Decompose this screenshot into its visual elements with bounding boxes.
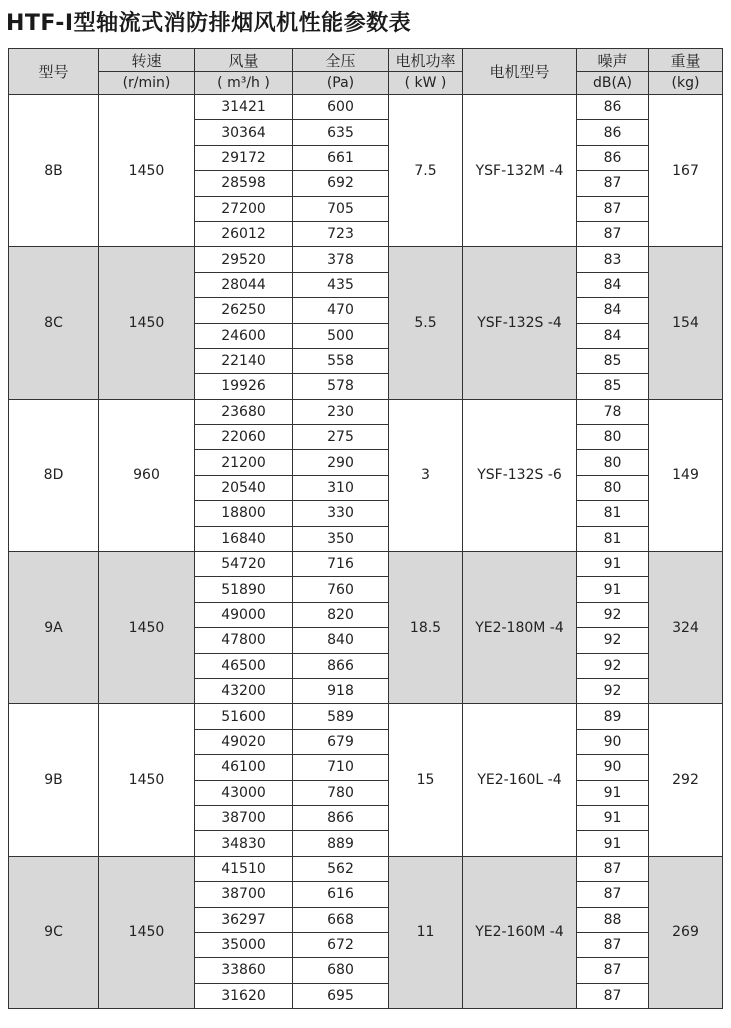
weight-cell: 269: [649, 856, 723, 1008]
noise-cell: 92: [577, 602, 649, 627]
noise-cell: 87: [577, 958, 649, 983]
airflow-cell: 26250: [195, 298, 293, 323]
table-row: [9, 247, 723, 272]
pressure-cell: 710: [293, 755, 389, 780]
weight-cell: 324: [649, 552, 723, 704]
pressure-cell: 866: [293, 653, 389, 678]
header-airflow: 风量: [195, 49, 293, 72]
header-pressure: 全压: [293, 49, 389, 72]
header-airflow-unit: ( m³/h ): [195, 72, 293, 95]
noise-cell: 87: [577, 221, 649, 246]
pressure-cell: 435: [293, 272, 389, 297]
noise-cell: 86: [577, 145, 649, 170]
noise-cell: 87: [577, 171, 649, 196]
power-cell: 15: [389, 704, 463, 856]
header-speed-unit: (r/min): [99, 72, 195, 95]
noise-cell: 91: [577, 780, 649, 805]
noise-cell: 91: [577, 552, 649, 577]
pressure-cell: 840: [293, 628, 389, 653]
power-cell: 3: [389, 399, 463, 551]
airflow-cell: 49000: [195, 602, 293, 627]
table-body: [9, 95, 723, 1009]
airflow-cell: 20540: [195, 475, 293, 500]
airflow-cell: 54720: [195, 552, 293, 577]
power-cell: 5.5: [389, 247, 463, 399]
noise-cell: 92: [577, 678, 649, 703]
airflow-cell: 46100: [195, 755, 293, 780]
power-cell: 18.5: [389, 552, 463, 704]
airflow-cell: 35000: [195, 932, 293, 957]
noise-cell: 89: [577, 704, 649, 729]
airflow-cell: 24600: [195, 323, 293, 348]
pressure-cell: 589: [293, 704, 389, 729]
noise-cell: 84: [577, 298, 649, 323]
pressure-cell: 866: [293, 805, 389, 830]
header-weight: 重量: [649, 49, 723, 72]
speed-cell: 1450: [99, 856, 195, 1008]
airflow-cell: 23680: [195, 399, 293, 424]
weight-cell: 149: [649, 399, 723, 551]
pressure-cell: 578: [293, 374, 389, 399]
noise-cell: 81: [577, 526, 649, 551]
header-speed: 转速: [99, 49, 195, 72]
airflow-cell: 29172: [195, 145, 293, 170]
noise-cell: 85: [577, 374, 649, 399]
noise-cell: 91: [577, 831, 649, 856]
table-row: [9, 704, 723, 729]
airflow-cell: 51890: [195, 577, 293, 602]
pressure-cell: 661: [293, 145, 389, 170]
noise-cell: 83: [577, 247, 649, 272]
noise-cell: 85: [577, 348, 649, 373]
speed-cell: 960: [99, 399, 195, 551]
motor-cell: YE2-180M -4: [463, 552, 577, 704]
airflow-cell: 49020: [195, 729, 293, 754]
pressure-cell: 723: [293, 221, 389, 246]
noise-cell: 80: [577, 475, 649, 500]
model-cell: 9B: [9, 704, 99, 856]
speed-cell: 1450: [99, 95, 195, 247]
pressure-cell: 705: [293, 196, 389, 221]
pressure-cell: 918: [293, 678, 389, 703]
airflow-cell: 47800: [195, 628, 293, 653]
pressure-cell: 290: [293, 450, 389, 475]
airflow-cell: 31421: [195, 95, 293, 120]
airflow-cell: 29520: [195, 247, 293, 272]
noise-cell: 84: [577, 272, 649, 297]
airflow-cell: 51600: [195, 704, 293, 729]
model-cell: 8D: [9, 399, 99, 551]
airflow-cell: 18800: [195, 501, 293, 526]
table-row: [9, 552, 723, 577]
airflow-cell: 30364: [195, 120, 293, 145]
pressure-cell: 695: [293, 983, 389, 1008]
noise-cell: 90: [577, 729, 649, 754]
airflow-cell: 41510: [195, 856, 293, 881]
noise-cell: 92: [577, 628, 649, 653]
page-title: HTF-I型轴流式消防排烟风机性能参数表: [6, 11, 412, 36]
pressure-cell: 350: [293, 526, 389, 551]
header-pressure-unit: (Pa): [293, 72, 389, 95]
weight-cell: 167: [649, 95, 723, 247]
airflow-cell: 31620: [195, 983, 293, 1008]
noise-cell: 91: [577, 805, 649, 830]
noise-cell: 80: [577, 425, 649, 450]
airflow-cell: 27200: [195, 196, 293, 221]
pressure-cell: 679: [293, 729, 389, 754]
model-cell: 9C: [9, 856, 99, 1008]
airflow-cell: 21200: [195, 450, 293, 475]
motor-cell: YSF-132M -4: [463, 95, 577, 247]
pressure-cell: 470: [293, 298, 389, 323]
noise-cell: 81: [577, 501, 649, 526]
airflow-cell: 43200: [195, 678, 293, 703]
header-motor: 电机型号: [463, 49, 577, 95]
pressure-cell: 635: [293, 120, 389, 145]
pressure-cell: 230: [293, 399, 389, 424]
airflow-cell: 38700: [195, 805, 293, 830]
pressure-cell: 616: [293, 882, 389, 907]
speed-cell: 1450: [99, 704, 195, 856]
noise-cell: 90: [577, 755, 649, 780]
noise-cell: 86: [577, 95, 649, 120]
pressure-cell: 562: [293, 856, 389, 881]
model-cell: 8C: [9, 247, 99, 399]
weight-cell: 292: [649, 704, 723, 856]
airflow-cell: 38700: [195, 882, 293, 907]
pressure-cell: 600: [293, 95, 389, 120]
pressure-cell: 680: [293, 958, 389, 983]
airflow-cell: 19926: [195, 374, 293, 399]
header-noise: 噪声: [577, 49, 649, 72]
noise-cell: 86: [577, 120, 649, 145]
motor-cell: YSF-132S -6: [463, 399, 577, 551]
airflow-cell: 28598: [195, 171, 293, 196]
airflow-cell: 43000: [195, 780, 293, 805]
header-power: 电机功率: [389, 49, 463, 72]
pressure-cell: 310: [293, 475, 389, 500]
airflow-cell: 33860: [195, 958, 293, 983]
pressure-cell: 672: [293, 932, 389, 957]
speed-cell: 1450: [99, 552, 195, 704]
model-cell: 8B: [9, 95, 99, 247]
noise-cell: 87: [577, 983, 649, 1008]
noise-cell: 87: [577, 196, 649, 221]
noise-cell: 87: [577, 882, 649, 907]
airflow-cell: 22140: [195, 348, 293, 373]
motor-cell: YE2-160M -4: [463, 856, 577, 1008]
airflow-cell: 22060: [195, 425, 293, 450]
noise-cell: 88: [577, 907, 649, 932]
header-model: 型号: [9, 49, 99, 95]
pressure-cell: 330: [293, 501, 389, 526]
header-power-unit: ( kW ): [389, 72, 463, 95]
noise-cell: 80: [577, 450, 649, 475]
pressure-cell: 558: [293, 348, 389, 373]
pressure-cell: 889: [293, 831, 389, 856]
table-row: [9, 95, 723, 120]
pressure-cell: 716: [293, 552, 389, 577]
table-row: [9, 856, 723, 881]
pressure-cell: 760: [293, 577, 389, 602]
weight-cell: 154: [649, 247, 723, 399]
table-row: [9, 399, 723, 424]
speed-cell: 1450: [99, 247, 195, 399]
airflow-cell: 36297: [195, 907, 293, 932]
power-cell: 7.5: [389, 95, 463, 247]
motor-cell: YE2-160L -4: [463, 704, 577, 856]
airflow-cell: 46500: [195, 653, 293, 678]
pressure-cell: 820: [293, 602, 389, 627]
airflow-cell: 28044: [195, 272, 293, 297]
noise-cell: 87: [577, 932, 649, 957]
pressure-cell: 378: [293, 247, 389, 272]
pressure-cell: 500: [293, 323, 389, 348]
noise-cell: 92: [577, 653, 649, 678]
performance-table: [8, 48, 723, 1009]
noise-cell: 78: [577, 399, 649, 424]
noise-cell: 91: [577, 577, 649, 602]
airflow-cell: 26012: [195, 221, 293, 246]
motor-cell: YSF-132S -4: [463, 247, 577, 399]
noise-cell: 84: [577, 323, 649, 348]
power-cell: 11: [389, 856, 463, 1008]
pressure-cell: 668: [293, 907, 389, 932]
noise-cell: 87: [577, 856, 649, 881]
pressure-cell: 275: [293, 425, 389, 450]
header-weight-unit: (kg): [649, 72, 723, 95]
pressure-cell: 692: [293, 171, 389, 196]
pressure-cell: 780: [293, 780, 389, 805]
header-noise-unit: dB(A): [577, 72, 649, 95]
airflow-cell: 16840: [195, 526, 293, 551]
airflow-cell: 34830: [195, 831, 293, 856]
model-cell: 9A: [9, 552, 99, 704]
